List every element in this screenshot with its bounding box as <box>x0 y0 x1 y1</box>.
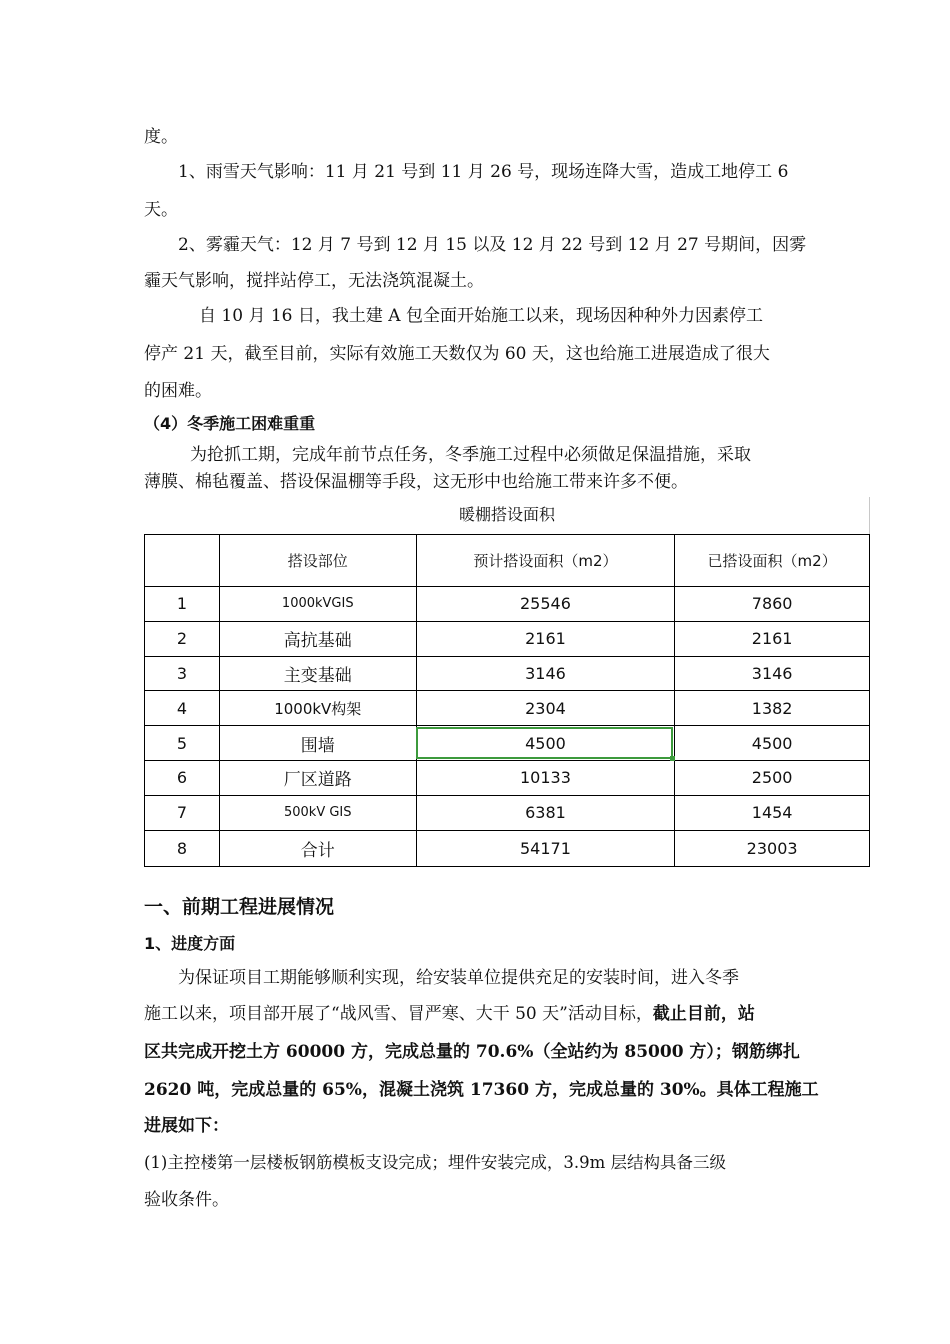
table-cell[interactable]: 500kV GIS <box>219 795 416 830</box>
table-cell[interactable]: 1382 <box>675 691 870 726</box>
greenhouse-area-table <box>144 534 870 867</box>
text-run: 施工以来，项目部开展了“战风雪、冒严寒、大干 50 天”活动目标， <box>144 1004 653 1024</box>
table-cell[interactable]: 1000kV构架 <box>219 691 416 726</box>
table-cell[interactable]: 7 <box>145 795 220 830</box>
table-cell[interactable]: 6 <box>145 760 220 795</box>
paragraph-line: 的困难。 <box>144 381 212 401</box>
paragraph-line: 2620 吨，完成总量的 65%，混凝土浇筑 17360 方，完成总量的 30%。具体工程施工 <box>144 1080 819 1100</box>
table-cell[interactable]: 1 <box>145 587 220 622</box>
table-row <box>145 656 870 691</box>
paragraph-line: 为保证项目工期能够顺利实现，给安装单位提供充足的安装时间，进入冬季 <box>178 968 739 988</box>
paragraph-line: 1、雨雪天气影响：11 月 21 号到 11 月 26 号，现场连降大雪，造成工地停工 6 <box>178 162 789 182</box>
table-cell[interactable]: 2161 <box>675 621 870 656</box>
table-row <box>145 830 870 866</box>
paragraph-line: (1)主控楼第一层楼板钢筋模板支设完成；埋件安装完成，3.9m 层结构具备三级 <box>144 1153 727 1172</box>
table-cell[interactable]: 2 <box>145 621 220 656</box>
table-cell[interactable]: 2500 <box>675 760 870 795</box>
section-heading: 1、进度方面 <box>144 934 236 953</box>
table-cell[interactable]: 2161 <box>416 621 675 656</box>
table-cell[interactable]: 25546 <box>416 587 675 622</box>
table-cell[interactable]: 23003 <box>675 830 870 866</box>
table-cell[interactable]: 8 <box>145 830 220 866</box>
chapter-heading: 一、前期工程进展情况 <box>144 896 335 918</box>
table-gridline <box>869 497 870 534</box>
table-row <box>145 621 870 656</box>
paragraph-line: 度。 <box>144 127 178 147</box>
paragraph-line: 为抢抓工期，完成年前节点任务，冬季施工过程中必须做足保温措施，采取 <box>190 445 751 465</box>
paragraph-line: 停产 21 天，截至目前，实际有效施工天数仅为 60 天，这也给施工进展造成了很大 <box>144 344 770 364</box>
table-row <box>145 691 870 726</box>
table-cell[interactable]: 2304 <box>416 691 675 726</box>
table-row <box>145 726 870 761</box>
table-cell[interactable]: 5 <box>145 726 220 761</box>
text-run-bold: 截止目前，站 <box>652 1004 755 1024</box>
paragraph-line: 自 10 月 16 日，我土建 A 包全面开始施工以来，现场因种种外力因素停工 <box>199 306 763 326</box>
table-cell[interactable]: 7860 <box>675 587 870 622</box>
header-cell: 搭设部位 <box>219 535 416 587</box>
table-cell-selected[interactable]: 4500 <box>416 726 675 761</box>
table-cell[interactable]: 10133 <box>416 760 675 795</box>
paragraph-line: 区共完成开挖土方 60000 方，完成总量的 70.6%（全站约为 85000 方）；钢筋绑扎 <box>144 1042 800 1062</box>
section-heading: （4）冬季施工困难重重 <box>144 414 316 433</box>
table-header-row <box>145 535 870 587</box>
table-cell[interactable]: 围墙 <box>219 726 416 761</box>
table-cell[interactable]: 厂区道路 <box>219 760 416 795</box>
table-cell[interactable]: 4 <box>145 691 220 726</box>
paragraph-line: 薄膜、棉毡覆盖、搭设保温棚等手段，这无形中也给施工带来许多不便。 <box>144 472 688 492</box>
table-cell[interactable]: 6381 <box>416 795 675 830</box>
table-row <box>145 587 870 622</box>
paragraph-line: 2、雾霾天气：12 月 7 号到 12 月 15 以及 12 月 22 号到 12 月 27 号期间，因雾 <box>178 235 807 255</box>
table-cell[interactable]: 主变基础 <box>219 656 416 691</box>
fill-handle[interactable] <box>670 756 675 761</box>
table-row <box>145 760 870 795</box>
table-row <box>145 795 870 830</box>
table-cell[interactable]: 54171 <box>416 830 675 866</box>
table-cell[interactable]: 1000kVGIS <box>219 587 416 622</box>
header-cell: 已搭设面积（m2） <box>675 535 870 587</box>
table-cell[interactable]: 3 <box>145 656 220 691</box>
paragraph-line: 进展如下： <box>144 1116 229 1136</box>
table-cell[interactable]: 3146 <box>675 656 870 691</box>
paragraph-line <box>144 997 812 1031</box>
table-cell[interactable]: 合计 <box>219 830 416 866</box>
paragraph-line: 霾天气影响，搅拌站停工，无法浇筑混凝土。 <box>144 271 484 291</box>
paragraph-line: 天。 <box>144 200 178 220</box>
table-title: 暖棚搭设面积 <box>458 505 555 524</box>
header-cell <box>145 535 220 587</box>
paragraph-line: 验收条件。 <box>144 1190 229 1210</box>
table-cell[interactable]: 高抗基础 <box>219 621 416 656</box>
table-cell[interactable]: 4500 <box>675 726 870 761</box>
table-cell[interactable]: 1454 <box>675 795 870 830</box>
table-cell[interactable]: 3146 <box>416 656 675 691</box>
header-cell: 预计搭设面积（m2） <box>416 535 675 587</box>
